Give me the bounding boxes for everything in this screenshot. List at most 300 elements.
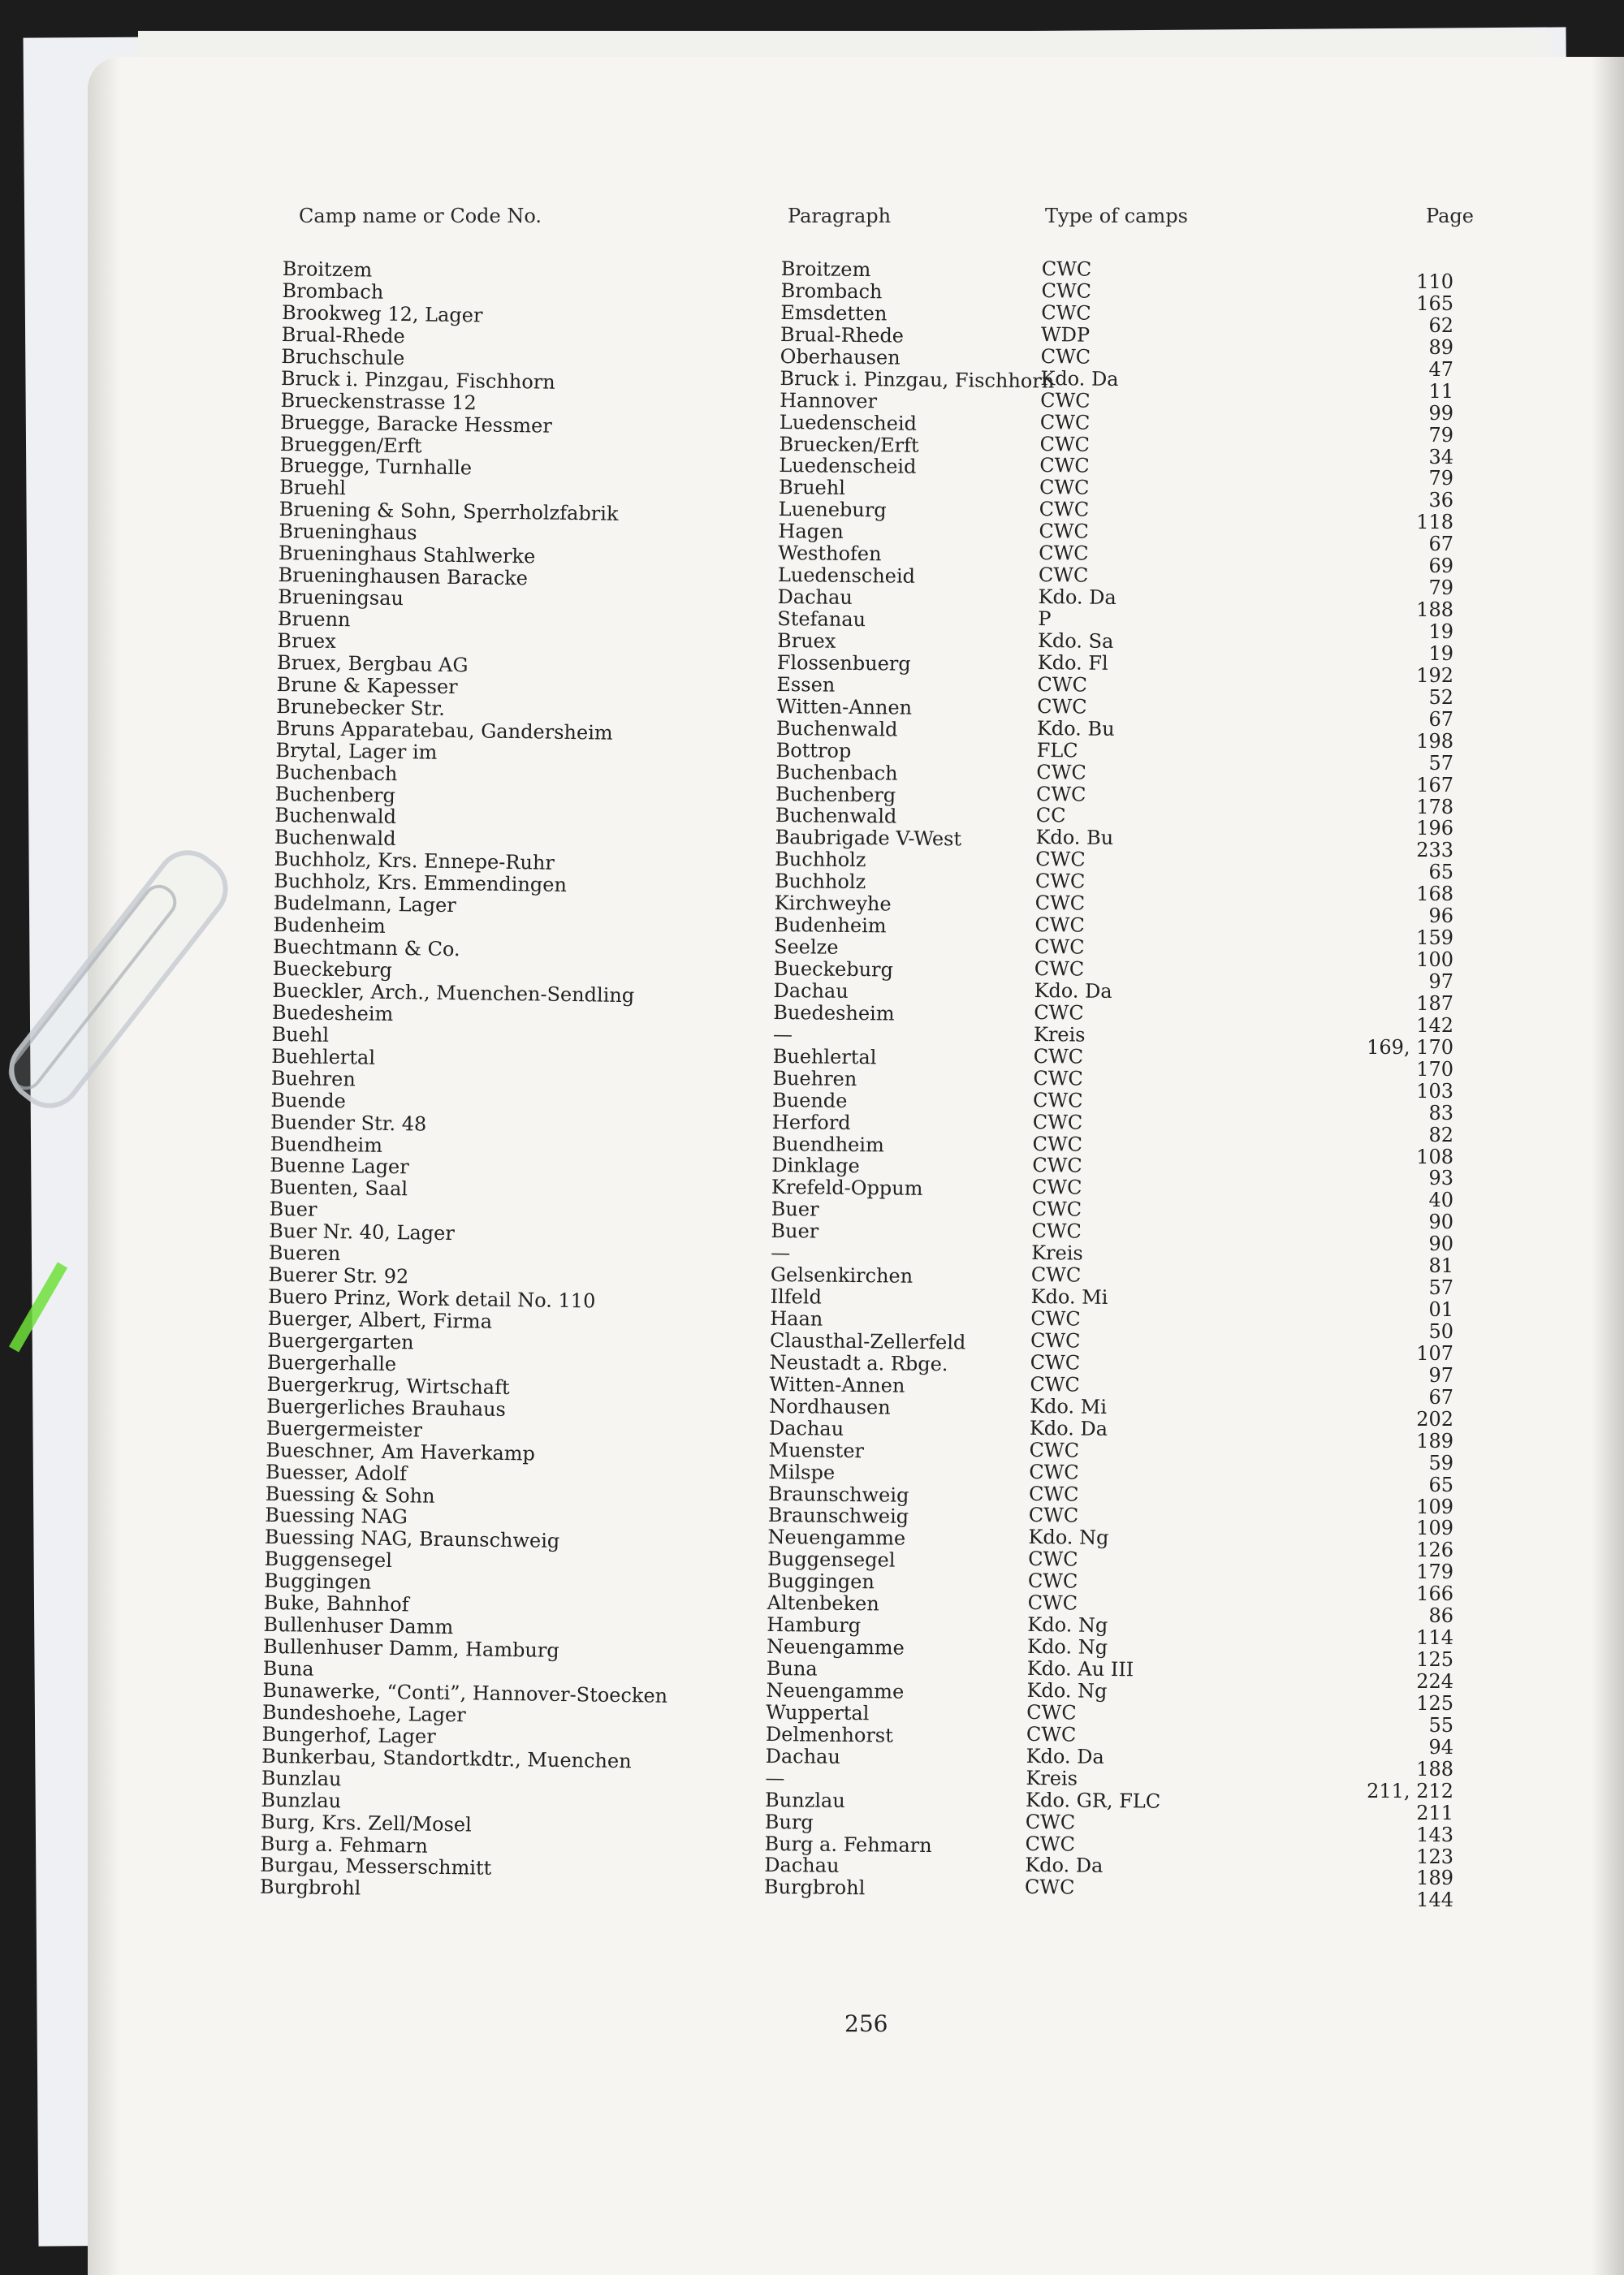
camp-name-entry: Brookweg 12, Lager	[281, 300, 483, 327]
page-entry: 82	[1428, 1123, 1453, 1146]
header-camp-name: Camp name or Code No.	[299, 205, 542, 227]
camp-name-entry: Buchholz, Krs. Emmendingen	[274, 870, 568, 897]
paragraph-entry: Broitzem	[780, 257, 871, 282]
camp-name-entry: Buergermeister	[266, 1416, 423, 1442]
page-edge	[88, 57, 120, 2275]
camp-type-entry: CWC	[1028, 1548, 1078, 1571]
camp-name-entry: Brueninghaus	[279, 520, 417, 545]
paragraph-entry: Essen	[776, 672, 836, 697]
page-entry: 109	[1416, 1517, 1453, 1540]
camp-name-entry: Brueggen/Erft	[279, 432, 422, 457]
page-entry: 179	[1416, 1561, 1453, 1584]
page-entry: 55	[1428, 1713, 1453, 1737]
paragraph-entry: Neustadt a. Rbge.	[769, 1350, 948, 1376]
page-entry: 89	[1428, 335, 1453, 359]
camp-name-entry: Brune & Kapesser	[276, 672, 458, 698]
camp-name-entry: Buergerkrug, Wirtschaft	[266, 1372, 510, 1399]
paragraph-entry: Dachau	[768, 1416, 844, 1440]
camp-type-entry: CWC	[1032, 1154, 1082, 1178]
camp-type-entry: Kreis	[1033, 1022, 1086, 1047]
page-entry: 34	[1428, 445, 1453, 468]
camp-type-entry: CWC	[1034, 935, 1085, 959]
page-shadow	[1592, 57, 1624, 2275]
camp-name-entry: Budenheim	[273, 913, 386, 938]
page-entry: 57	[1428, 751, 1453, 775]
camp-name-entry: Bruegge, Baracke Hessmer	[279, 410, 553, 438]
paragraph-entry: Buchenbach	[775, 760, 898, 785]
page-entry: 40	[1428, 1189, 1453, 1212]
camp-type-entry: CWC	[1032, 1110, 1083, 1134]
paragraph-entry: Braunschweig	[767, 1482, 909, 1507]
camp-type-entry: CWC	[1029, 1460, 1079, 1484]
camp-type-entry: CWC	[1037, 672, 1088, 697]
paragraph-entry: Dinklage	[771, 1154, 860, 1178]
camp-type-entry: CWC	[1032, 1088, 1083, 1112]
camp-type-entry: CWC	[1026, 1700, 1077, 1725]
paragraph-entry: Delmenhorst	[765, 1722, 893, 1747]
camp-type-entry: Kdo. Mi	[1030, 1394, 1108, 1418]
header-page: Page	[1426, 205, 1474, 227]
camp-name-entry: Bruegge, Turnhalle	[279, 454, 473, 480]
camp-type-entry: CWC	[1035, 848, 1086, 871]
camp-name-entry: Buggensegel	[264, 1548, 393, 1573]
camp-name-entry: Bullenhuser Damm	[263, 1612, 454, 1639]
paragraph-entry: Luedenscheid	[779, 410, 918, 435]
camp-name-entry: Buessing NAG	[265, 1504, 408, 1529]
page-entry: 108	[1416, 1145, 1453, 1168]
paragraph-entry: Brombach	[780, 278, 883, 304]
camp-name-entry: Buehren	[270, 1066, 356, 1091]
camp-name-entry: Broitzem	[282, 257, 373, 282]
camp-name-entry: Bruening & Sohn, Sperrholzfabrik	[279, 498, 619, 526]
page-entry: 65	[1428, 861, 1453, 884]
page-entry: 168	[1416, 883, 1453, 906]
paragraph-entry: Flossenbuerg	[776, 650, 911, 676]
camp-type-entry: CWC	[1030, 1306, 1081, 1331]
paragraph-entry: Buedesheim	[773, 1000, 895, 1025]
paragraph-entry: Altenbeken	[767, 1591, 879, 1616]
camp-name-entry: Brual-Rhede	[281, 322, 405, 348]
page-entry: 57	[1428, 1276, 1453, 1300]
header-paragraph: Paragraph	[788, 205, 892, 227]
camp-name-entry: Bunawerke, “Conti”, Hannover-Stoecken	[262, 1678, 668, 1707]
paragraph-entry: Luedenscheid	[777, 563, 916, 588]
camp-name-entry: Buende	[270, 1088, 347, 1112]
camp-name-entry: Buergergarten	[267, 1328, 414, 1354]
paragraph-entry: —	[765, 1766, 785, 1789]
paragraph-entry: Buchenwald	[775, 804, 897, 828]
camp-type-entry: CWC	[1033, 1044, 1084, 1068]
paragraph-entry: Krefeld-Oppum	[771, 1176, 923, 1201]
camp-type-entry: Kreis	[1031, 1241, 1083, 1265]
camp-name-entry: Budelmann, Lager	[273, 891, 456, 917]
paragraph-entry: Oberhausen	[780, 344, 901, 369]
camp-name-entry: Bundeshoehe, Lager	[261, 1700, 466, 1727]
page-entry: 118	[1416, 511, 1453, 534]
page-entry: 169, 170	[1367, 1035, 1453, 1059]
camp-type-entry: CWC	[1034, 913, 1085, 937]
page-entry: 99	[1428, 401, 1453, 425]
paragraph-entry: Buehren	[772, 1066, 857, 1090]
paragraph-entry: Buendheim	[771, 1132, 884, 1156]
camp-name-entry: Buehl	[271, 1022, 330, 1047]
camp-name-entry: Buer Nr. 40, Lager	[269, 1220, 456, 1245]
page-entry: 187	[1416, 991, 1453, 1015]
camp-type-entry: CWC	[1031, 1198, 1082, 1221]
camp-type-entry: FLC	[1036, 738, 1078, 762]
camp-name-entry: Bueren	[268, 1241, 341, 1266]
camp-type-entry: CWC	[1039, 520, 1090, 543]
camp-type-entry: Kdo. Au III	[1026, 1656, 1134, 1681]
page-entry: 188	[1416, 598, 1453, 622]
camp-name-entry: Buedesheim	[271, 1000, 394, 1025]
paragraph-entry: Luedenscheid	[779, 454, 917, 479]
paragraph-entry: Hagen	[778, 520, 844, 544]
camp-type-entry: CWC	[1040, 344, 1091, 369]
paragraph-entry: Neuengamme	[767, 1526, 906, 1551]
page-entry: 59	[1428, 1451, 1453, 1474]
paragraph-entry: Dachau	[765, 1744, 841, 1768]
camp-type-entry: CWC	[1037, 694, 1087, 719]
camp-name-entry: Buer	[269, 1198, 317, 1222]
camp-type-entry: CWC	[1025, 1810, 1076, 1834]
paragraph-entry: Buchholz	[775, 848, 866, 872]
camp-type-entry: CWC	[1027, 1591, 1078, 1615]
page-entry: 19	[1428, 641, 1453, 665]
paragraph-entry: Neuengamme	[766, 1678, 905, 1703]
camp-name-entry: Burg a. Fehmarn	[260, 1832, 429, 1858]
page-entry: 94	[1428, 1735, 1453, 1759]
page-entry: 125	[1416, 1648, 1453, 1672]
paragraph-entry: Kirchweyhe	[774, 891, 892, 916]
page-entry: 126	[1416, 1539, 1453, 1562]
paragraph-entry: Braunschweig	[767, 1504, 909, 1529]
camp-name-entry: Burgbrohl	[259, 1876, 361, 1900]
page-entry: 211, 212	[1367, 1779, 1453, 1802]
camp-type-entry: Kdo. Sa	[1037, 628, 1114, 653]
camp-type-entry: CWC	[1030, 1263, 1082, 1287]
page-entry: 188	[1416, 1757, 1453, 1781]
camp-type-entry: Kdo. Ng	[1026, 1678, 1108, 1703]
page-entry: 01	[1428, 1298, 1453, 1322]
page-entry: 233	[1416, 839, 1453, 862]
camp-type-entry: P	[1038, 607, 1052, 631]
camp-name-entry: Buechtmann & Co.	[272, 935, 460, 961]
paragraph-entry: Buende	[771, 1088, 848, 1112]
camp-name-entry: Buggingen	[264, 1569, 372, 1594]
camp-name-entry: Buehlertal	[271, 1044, 376, 1069]
camp-name-entry: Buchenbach	[274, 760, 398, 785]
paragraph-entry: Bruehl	[778, 476, 846, 500]
camp-type-entry: CWC	[1028, 1482, 1079, 1506]
camp-name-entry: Burg, Krs. Zell/Mosel	[260, 1810, 472, 1836]
paragraph-entry: Bruex	[776, 628, 836, 653]
camp-type-entry: CWC	[1035, 782, 1086, 806]
page-entry: 166	[1416, 1582, 1453, 1606]
paragraph-entry: Bueckeburg	[773, 956, 894, 982]
camp-type-entry: Kdo. Bu	[1035, 826, 1114, 850]
column-pages	[1299, 271, 1453, 1911]
camp-type-entry: CWC	[1033, 1066, 1083, 1090]
page-entry: 100	[1416, 948, 1453, 972]
page-entry: 90	[1428, 1211, 1453, 1234]
camp-name-entry: Brunebecker Str.	[276, 694, 446, 720]
page-number: 256	[844, 2010, 888, 2037]
camp-type-entry: CWC	[1034, 1000, 1084, 1025]
paragraph-entry: Budenheim	[774, 913, 887, 938]
page-entry: 65	[1428, 1473, 1453, 1496]
camp-type-entry: CWC	[1039, 498, 1090, 521]
camp-name-entry: Brueckenstrasse 12	[280, 388, 477, 414]
camp-type-entry: Kdo. Ng	[1027, 1613, 1108, 1638]
camp-type-entry: Kdo. Fl	[1037, 650, 1108, 675]
page-entry: 167	[1416, 773, 1453, 796]
paragraph-entry: Burgbrohl	[763, 1876, 866, 1900]
paragraph-entry: Dachau	[777, 585, 853, 610]
camp-name-entry: Buenten, Saal	[269, 1176, 408, 1201]
page-entry: 196	[1416, 817, 1453, 840]
header-type: Type of camps	[1045, 205, 1188, 227]
page-entry: 83	[1428, 1101, 1453, 1125]
camp-type-entry: Kdo. Da	[1034, 978, 1112, 1003]
camp-type-entry: Kdo. Da	[1038, 585, 1116, 610]
camp-type-entry: CWC	[1030, 1350, 1081, 1375]
camp-type-entry: CWC	[1039, 542, 1089, 565]
paragraph-entry: Baubrigade V-West	[775, 826, 962, 851]
paragraph-entry: Hamburg	[767, 1613, 862, 1638]
page-entry: 69	[1428, 555, 1453, 578]
paragraph-entry: Buer	[771, 1220, 819, 1243]
camp-name-entry: Bullenhuser Damm, Hamburg	[262, 1634, 559, 1662]
page-entry: 109	[1416, 1495, 1453, 1518]
page-entry: 123	[1416, 1845, 1453, 1868]
page-entry: 192	[1416, 663, 1453, 687]
camp-name-entry: Brombach	[282, 278, 384, 304]
camp-type-entry: CWC	[1034, 870, 1086, 893]
page-entry: 189	[1416, 1429, 1453, 1453]
paragraph-entry: Buggensegel	[767, 1548, 896, 1572]
camp-type-entry: Kdo. Mi	[1030, 1284, 1108, 1309]
camp-type-entry: CWC	[1038, 563, 1089, 587]
camp-name-entry: Buergerhalle	[266, 1350, 397, 1375]
camp-name-entry: Buergerliches Brauhaus	[266, 1394, 507, 1421]
paragraph-entry: Buna	[766, 1656, 818, 1681]
page-entry: 103	[1416, 1079, 1453, 1103]
page-entry: 110	[1416, 270, 1453, 293]
camp-type-entry: CWC	[1034, 956, 1085, 981]
camp-name-entry: Bunkerbau, Standortkdtr., Muenchen	[261, 1744, 632, 1772]
page-entry: 107	[1416, 1341, 1453, 1365]
page-entry: 142	[1416, 1013, 1453, 1037]
camp-name-entry: Buerer Str. 92	[268, 1263, 409, 1289]
page-entry: 202	[1416, 1407, 1453, 1431]
page-entry: 93	[1428, 1167, 1453, 1190]
camp-name-entry: Buero Prinz, Work detail No. 110	[267, 1284, 596, 1313]
camp-name-entry: Bunzlau	[261, 1788, 342, 1812]
camp-name-entry: Bruchschule	[281, 344, 405, 369]
paragraph-entry: Dachau	[764, 1854, 840, 1878]
page-entry: 67	[1428, 533, 1453, 556]
camp-type-entry: Kdo. Ng	[1028, 1526, 1109, 1550]
camp-type-entry: CWC	[1029, 1438, 1080, 1462]
page-entry: 79	[1428, 467, 1453, 490]
page-entry: 67	[1428, 1385, 1453, 1409]
camp-name-entry: Buessing NAG, Braunschweig	[264, 1526, 560, 1553]
paragraph-entry: Haan	[770, 1306, 823, 1331]
page-entry: 67	[1428, 707, 1453, 731]
page-entry: 79	[1428, 576, 1453, 600]
camp-name-entry: Bueschner, Am Haverkamp	[266, 1438, 536, 1466]
page-entry: 19	[1428, 620, 1453, 643]
camp-type-entry: CWC	[1028, 1504, 1079, 1527]
page-entry: 114	[1416, 1626, 1453, 1650]
paragraph-entry: Lueneburg	[778, 498, 887, 522]
camp-name-entry: Bruex, Bergbau AG	[276, 650, 469, 677]
page-entry: 189	[1416, 1867, 1453, 1890]
paragraph-entry: Emsdetten	[780, 300, 888, 326]
paragraph-entry: Buer	[771, 1198, 819, 1221]
page-entry: 125	[1416, 1691, 1453, 1715]
camp-type-entry: Kdo. Da	[1029, 1416, 1108, 1440]
page-entry: 165	[1416, 291, 1453, 315]
camp-name-entry: Bruck i. Pinzgau, Fischhorn	[280, 366, 555, 394]
camp-name-entry: Buendheim	[270, 1132, 383, 1157]
camp-name-entry: Bruehl	[279, 476, 347, 500]
page-entry: 62	[1428, 313, 1453, 337]
camp-name-entry: Bueckler, Arch., Muenchen-Sendling	[272, 978, 635, 1008]
paragraph-entry: Hannover	[780, 388, 878, 412]
paragraph-entry: Nordhausen	[769, 1394, 891, 1419]
page-entry: 198	[1416, 729, 1453, 753]
paragraph-entry: Buehlertal	[772, 1044, 877, 1069]
paragraph-entry: Gelsenkirchen	[770, 1263, 914, 1288]
paragraph-entry: Witten-Annen	[776, 694, 913, 719]
page-entry: 144	[1416, 1889, 1453, 1912]
camp-type-entry: CWC	[1034, 891, 1086, 915]
camp-type-entry: CWC	[1039, 454, 1090, 478]
camp-type-entry: CWC	[1041, 257, 1092, 281]
camp-type-entry: CWC	[1036, 760, 1086, 784]
paragraph-entry: —	[771, 1241, 791, 1265]
camp-type-entry: CWC	[1030, 1372, 1081, 1397]
column-camp-names	[260, 258, 802, 1906]
page-entry: 47	[1428, 357, 1453, 381]
page-entry: 86	[1428, 1604, 1453, 1628]
page-entry: 96	[1428, 904, 1453, 928]
camp-type-entry: CWC	[1039, 432, 1091, 456]
paragraph-entry: Westhofen	[778, 542, 882, 566]
camp-type-entry: Kdo. Da	[1025, 1854, 1104, 1878]
camp-type-entry: CWC	[1041, 300, 1091, 325]
camp-name-entry: Brueninghausen Baracke	[278, 563, 529, 590]
paragraph-entry: Buchenwald	[775, 716, 898, 741]
paragraph-entry: Bruecken/Erft	[779, 432, 919, 457]
paragraph-entry: Ilfeld	[770, 1284, 823, 1309]
paragraph-entry: Brual-Rhede	[780, 322, 905, 348]
camp-type-entry: Kdo. Ng	[1026, 1634, 1108, 1660]
camp-type-entry: CWC	[1040, 388, 1091, 412]
camp-type-entry: CWC	[1030, 1328, 1081, 1353]
camp-type-entry: CWC	[1026, 1722, 1077, 1746]
page-entry: 81	[1428, 1254, 1453, 1278]
page-entry: 50	[1428, 1320, 1453, 1343]
page-entry: 90	[1428, 1232, 1453, 1256]
paragraph-entry: Burg	[764, 1810, 814, 1834]
camp-type-entry: WDP	[1040, 322, 1091, 347]
camp-name-entry: Buchholz, Krs. Ennepe-Ruhr	[274, 848, 555, 875]
paragraph-entry: Herford	[771, 1110, 851, 1134]
camp-name-entry: Buesser, Adolf	[265, 1460, 408, 1485]
camp-name-entry: Bunzlau	[261, 1766, 342, 1790]
paragraph-entry: Muenster	[768, 1438, 865, 1462]
paragraph-entry: Bottrop	[775, 738, 852, 762]
camp-type-entry: CC	[1035, 804, 1066, 827]
paragraph-entry: —	[772, 1022, 793, 1047]
page-entry: 97	[1428, 1363, 1453, 1387]
page-entry: 224	[1416, 1670, 1453, 1693]
camp-name-entry: Buender Str. 48	[270, 1110, 427, 1136]
camp-name-entry: Burgau, Messerschmitt	[260, 1854, 492, 1880]
camp-type-entry: Kdo. Da	[1026, 1744, 1104, 1768]
camp-name-entry: Brueningsau	[277, 585, 404, 611]
paragraph-entry: Buchenberg	[775, 782, 896, 807]
camp-name-entry: Bruenn	[277, 607, 351, 632]
camp-type-entry: CWC	[1025, 1832, 1076, 1856]
paragraph-entry: Bruck i. Pinzgau, Fischhorn	[780, 366, 1055, 393]
paragraph-entry: Seelze	[773, 935, 839, 959]
camp-name-entry: Buke, Bahnhof	[263, 1591, 409, 1617]
camp-name-entry: Buchenwald	[274, 804, 397, 829]
page-entry: 97	[1428, 970, 1453, 993]
page-entry: 211	[1416, 1801, 1453, 1824]
camp-name-entry: Brueninghaus Stahlwerke	[278, 542, 536, 568]
paragraph-entry: Dachau	[773, 978, 849, 1003]
camp-type-entry: CWC	[1031, 1176, 1082, 1199]
camp-name-entry: Bueckeburg	[272, 956, 393, 982]
paragraph-entry: Witten-Annen	[769, 1372, 905, 1397]
paragraph-entry: Wuppertal	[766, 1700, 870, 1725]
page-entry: 178	[1416, 795, 1453, 818]
paragraph-entry: Clausthal-Zellerfeld	[769, 1328, 966, 1354]
camp-name-entry: Buerger, Albert, Firma	[267, 1306, 493, 1333]
camp-type-entry: Kdo. GR, FLC	[1025, 1788, 1161, 1813]
camp-name-entry: Bungerhof, Lager	[261, 1722, 436, 1748]
camp-name-entry: Buchenberg	[274, 782, 396, 807]
paragraph-entry: Bunzlau	[764, 1788, 845, 1812]
paragraph-entry: Stefanau	[777, 607, 866, 632]
page-entry: 11	[1428, 379, 1453, 403]
camp-type-entry: Kdo. Da	[1040, 366, 1119, 391]
page-entry: 170	[1416, 1057, 1453, 1081]
page-entry: 159	[1416, 926, 1453, 950]
paragraph-entry: Buchholz	[774, 870, 866, 894]
page-entry: 36	[1428, 489, 1453, 512]
camp-type-entry: CWC	[1024, 1876, 1075, 1899]
camp-type-entry: CWC	[1039, 410, 1091, 434]
paragraph-entry: Neuengamme	[766, 1634, 905, 1660]
camp-name-entry: Bruex	[277, 628, 336, 653]
camp-type-entry: CWC	[1039, 476, 1090, 500]
camp-type-entry: CWC	[1031, 1220, 1082, 1243]
camp-type-entry: CWC	[1027, 1569, 1078, 1593]
camp-name-entry: Buna	[262, 1656, 314, 1681]
camp-type-entry: Kdo. Bu	[1036, 716, 1115, 740]
camp-name-entry: Buenne Lager	[270, 1154, 409, 1179]
page-entry: 79	[1428, 423, 1453, 447]
camp-name-entry: Buchenwald	[274, 826, 396, 851]
camp-name-entry: Bruns Apparatebau, Gandersheim	[275, 716, 613, 745]
page-entry: 143	[1416, 1823, 1453, 1846]
